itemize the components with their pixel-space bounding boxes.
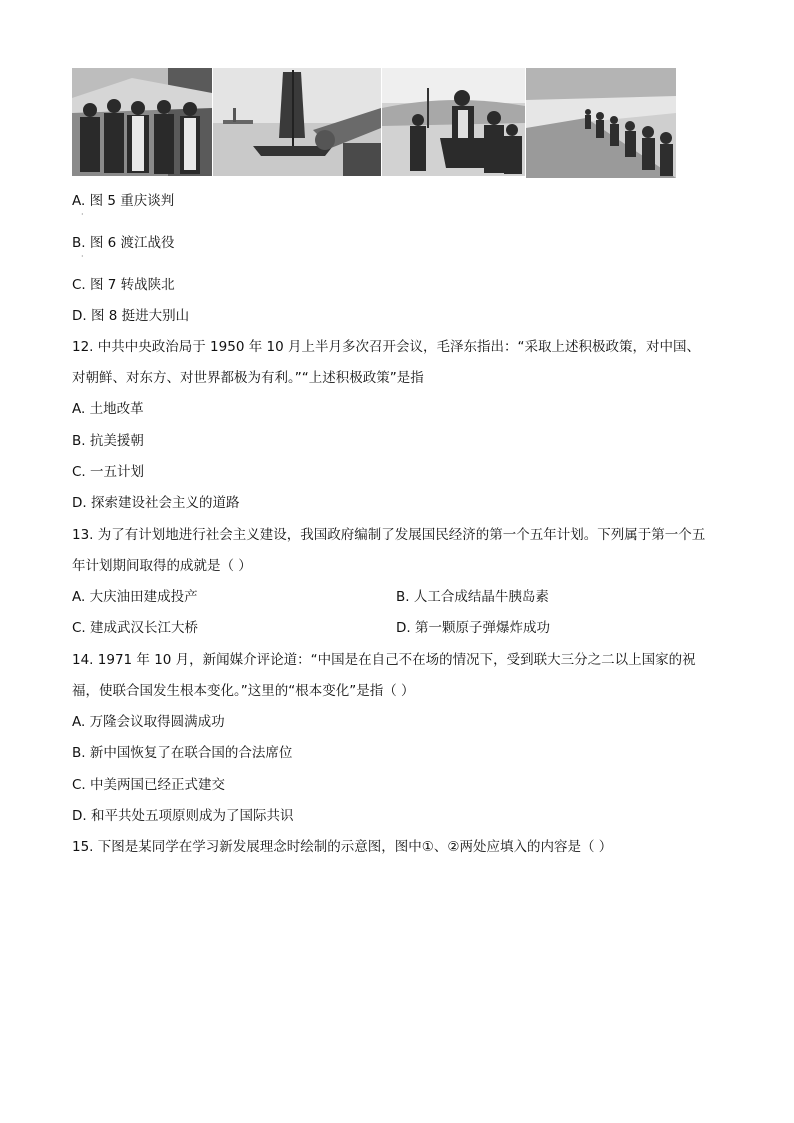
q13-stem-line2: 年计划期间取得的成就是（ ）: [72, 558, 252, 574]
q14-option-c: C. 中美两国已经正式建交: [72, 777, 226, 793]
q14-option-b: B. 新中国恢复了在联合国的合法席位: [72, 745, 293, 761]
q13-option-b: B. 人工合成结晶牛胰岛素: [396, 589, 549, 605]
q14-stem-line1: 14. 1971 年 10 月，新闻媒介评论道：“中国是在自己不在场的情况下，受到联大三分之二以上国家的祝: [72, 652, 696, 668]
q13-option-a: A. 大庆油田建成投产: [72, 589, 198, 605]
q15-stem-line1: 15. 下图是某同学在学习新发展理念时绘制的示意图，图中①、②两处应填入的内容是（ ）: [72, 839, 613, 855]
marker-dot: ·: [81, 210, 84, 219]
q13-stem-line1: 13. 为了有计划地进行社会主义建设，我国政府编制了发展国民经济的第一个五年计划。下列属于第一个五: [72, 527, 706, 543]
q12-option-b: B. 抗美援朝: [72, 433, 144, 449]
q13-option-c: C. 建成武汉长江大桥: [72, 620, 199, 636]
photo-figure-6: [213, 68, 381, 176]
historical-photo-strip: [72, 68, 676, 178]
q13-option-d: D. 第一颗原子弹爆炸成功: [396, 620, 550, 636]
q12-option-a: A. 土地改革: [72, 401, 144, 417]
photo-figure-5: [72, 68, 212, 176]
q12-option-d: D. 探索建设社会主义的道路: [72, 495, 240, 511]
photo-figure-8: [526, 68, 676, 178]
q11-option-d: D. 图 8 挺进大别山: [72, 308, 190, 324]
q11-option-c: C. 图 7 转战陕北: [72, 277, 175, 293]
q12-stem-line1: 12. 中共中央政治局于 1950 年 10 月上半月多次召开会议，毛泽东指出：“采取上述积极政策，对中国、: [72, 339, 700, 355]
q14-option-a: A. 万隆会议取得圆满成功: [72, 714, 225, 730]
photo-figure-7: [382, 68, 525, 176]
q12-stem-line2: 对朝鲜、对东方、对世界都极为有利。”“上述积极政策”是指: [72, 370, 424, 386]
q14-option-d: D. 和平共处五项原则成为了国际共识: [72, 808, 294, 824]
q14-stem-line2: 福，使联合国发生根本变化。”这里的“根本变化”是指（ ）: [72, 683, 415, 699]
q11-option-a: A. 图 5 重庆谈判: [72, 193, 175, 209]
marker-dot: ·: [81, 252, 84, 261]
q11-option-b: B. 图 6 渡江战役: [72, 235, 175, 251]
q12-option-c: C. 一五计划: [72, 464, 145, 480]
